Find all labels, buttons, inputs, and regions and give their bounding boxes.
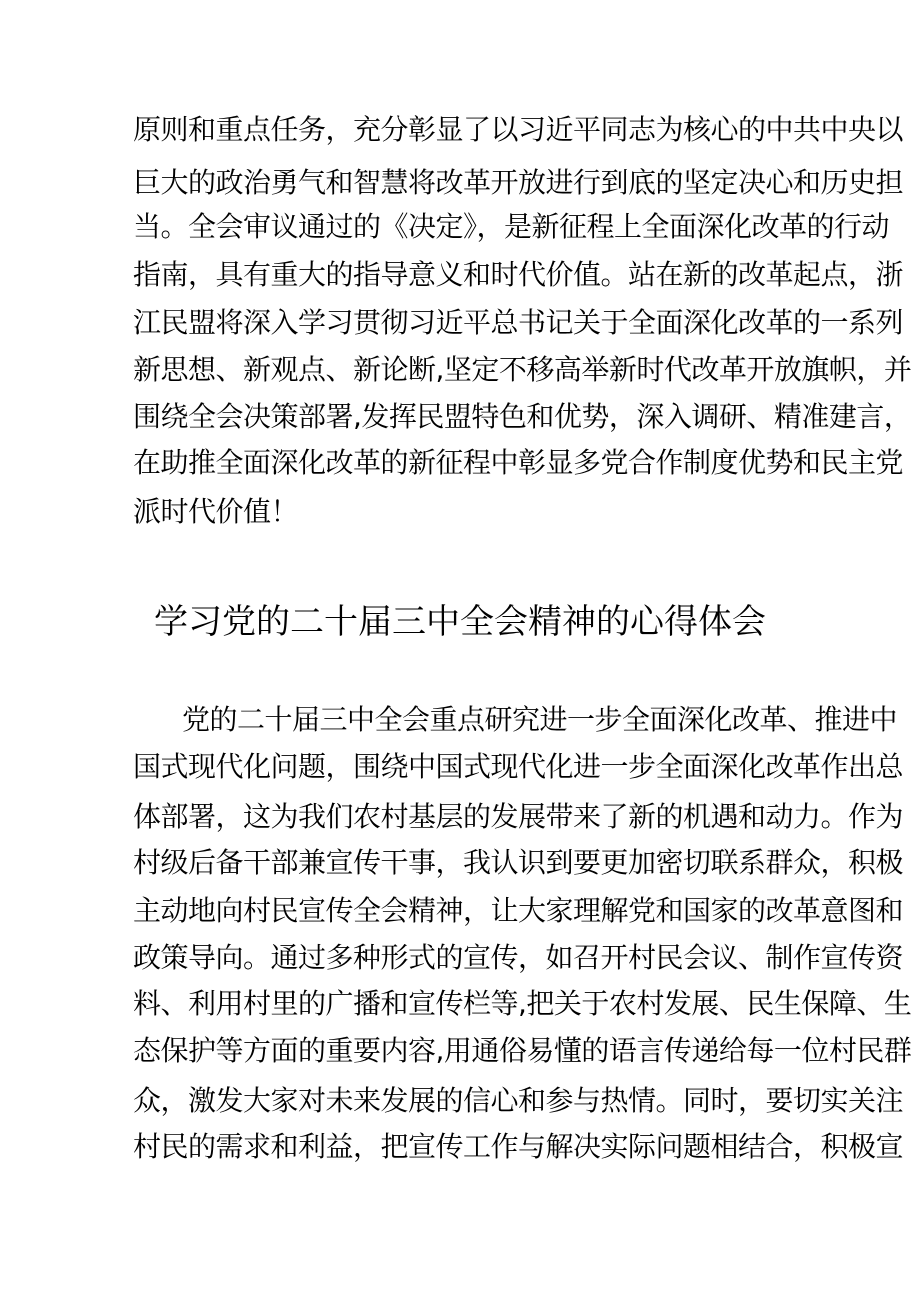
- paragraph-line: 新思想、新观点、新论断,坚定不移高举新时代改革开放旗帜，并: [133, 353, 912, 386]
- paragraph-line: 党的二十届三中全会重点研究进一步全面深化改革、推进中: [182, 703, 898, 736]
- paragraph-line: 巨大的政治勇气和智慧将改革开放进行到底的坚定决心和历史担: [133, 166, 904, 199]
- paragraph-line: 政策导向。通过多种形式的宣传，如召开村民会议、制作宣传资: [133, 941, 904, 974]
- paragraph-line: 原则和重点任务，充分彰显了以习近平同志为核心的中共中央以: [133, 113, 904, 146]
- paragraph-line: 村级后备干部兼宣传干事，我认识到要更加密切联系群众，积极: [133, 846, 904, 879]
- paragraph-line: 在助推全面深化改革的新征程中彰显多党合作制度优势和民主党: [133, 446, 904, 479]
- paragraph-line: 派时代价值！: [133, 495, 299, 528]
- paragraph-line: 众，激发大家对未来发展的信心和参与热情。同时，要切实关注: [133, 1084, 904, 1117]
- paragraph-line: 态保护等方面的重要内容,用通俗易懂的语言传递给每一位村民群: [133, 1034, 912, 1067]
- section-title: 学习党的二十届三中全会精神的心得体会: [154, 602, 766, 642]
- paragraph-line: 围绕全会决策部署,发挥民盟特色和优势，深入调研、精准建言，: [133, 400, 912, 433]
- paragraph-line: 江民盟将深入学习贯彻习近平总书记关于全面深化改革的一系列: [133, 306, 904, 339]
- paragraph-line: 当。全会审议通过的《决定》，是新征程上全面深化改革的行动: [133, 210, 890, 243]
- paragraph-line: 指南，具有重大的指导意义和时代价值。站在新的改革起点，浙: [133, 258, 904, 291]
- paragraph-line: 国式现代化问题，围绕中国式现代化进一步全面深化改革作出总: [133, 750, 904, 783]
- paragraph-line: 主动地向村民宣传全会精神，让大家理解党和国家的改革意图和: [133, 894, 904, 927]
- paragraph-line: 村民的需求和利益，把宣传工作与解决实际问题相结合，积极宣: [133, 1130, 904, 1163]
- paragraph-line: 体部署，这为我们农村基层的发展带来了新的机遇和动力。作为: [133, 800, 904, 833]
- paragraph-line: 料、利用村里的广播和宣传栏等,把关于农村发展、民生保障、生: [133, 987, 912, 1020]
